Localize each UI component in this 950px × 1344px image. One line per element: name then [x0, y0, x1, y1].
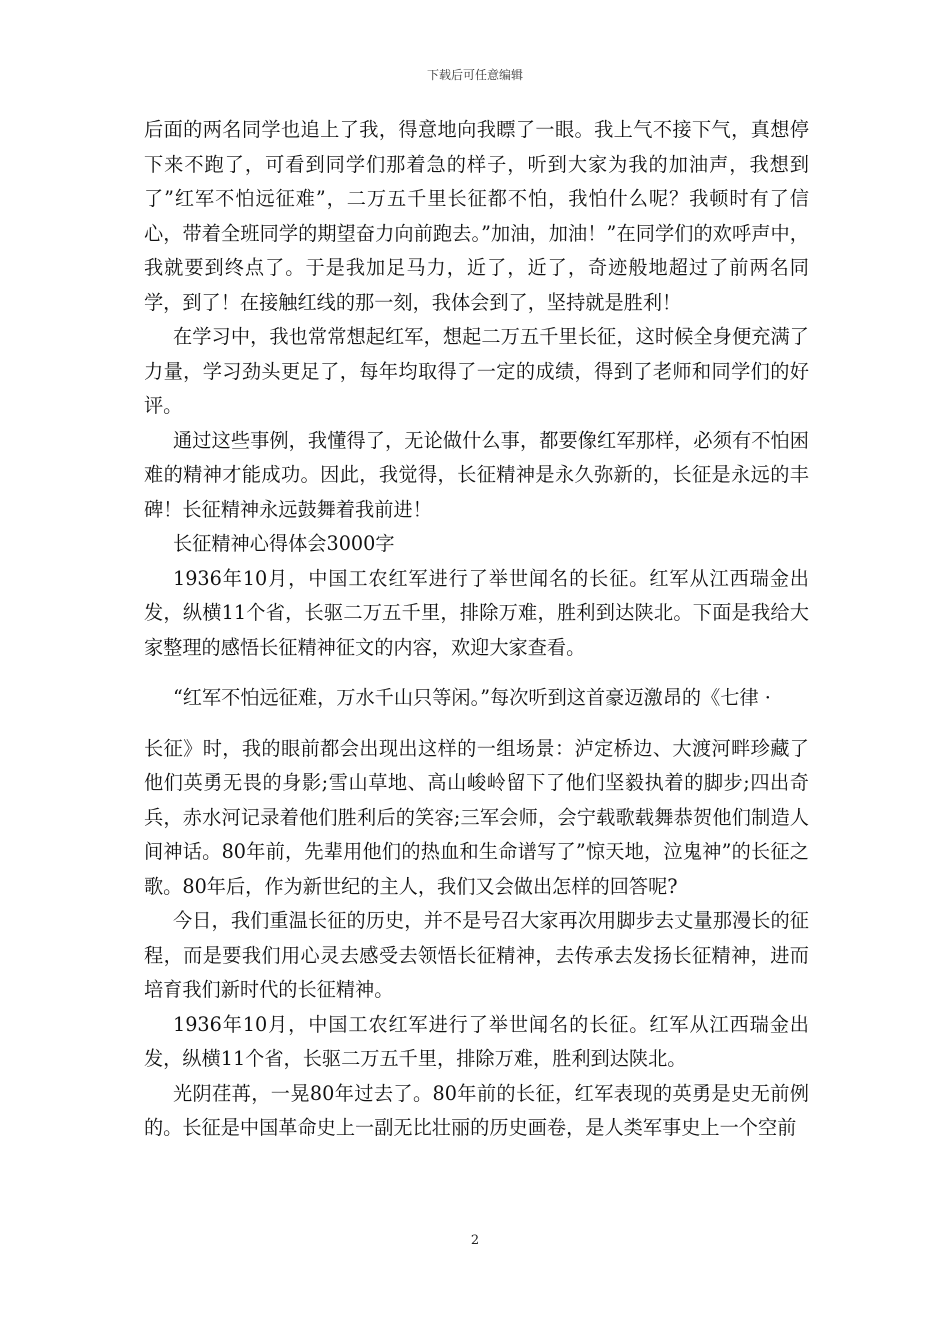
- page-header: 下载后可任意编辑: [426, 68, 523, 82]
- paragraph-history: 1936年10月，中国工农红军进行了举世闻名的长征。红军从江西瑞金出发，纵横11个省，长驱二万五千里，排除万难，胜利到达陕北。: [144, 1012, 809, 1070]
- paragraph-time-passes: 光阴荏苒，一晃80年过去了。80年前的长征，红军表现的英勇是史无前例的。长征是中国革命史上一副无比壮丽的历史画卷，是人类军事史上一个空前: [144, 1081, 809, 1139]
- paragraph-race-story: 后面的两名同学也追上了我，得意地向我瞟了一眼。我上气不接下气，真想停下来不跑了，可看到同学们那着急的样子，听到大家为我的加油声，我想到了”红军不怕远征难”，二万五千里长征都不怕，我怕什么呢？我顿时有了信心，带着全班同学的期望奋力向前跑去。”加油，加油！”在同学们的欢呼声中，我就要到终点了。于是我加足马力，近了，近了，奇迹般地超过了前两名同学，到了！在接触红线的那一刻，我体会到了，坚持就是胜利！: [144, 118, 809, 314]
- paragraph-poem-quote: “红军不怕远征难，万水千山只等闲。”每次听到这首豪迈激昂的《七律 ·: [173, 686, 771, 709]
- paragraph-intro: 1936年10月，中国工农红军进行了举世闻名的长征。红军从江西瑞金出发，纵横11个省，长驱二万五千里，排除万难，胜利到达陕北。下面是我给大家整理的感悟长征精神征文的内容，欢迎大家查看。: [144, 566, 809, 659]
- paragraph-study: 在学习中，我也常常想起红军，想起二万五千里长征，这时候全身便充满了力量，学习劲头更足了，每年均取得了一定的成绩，得到了老师和同学们的好评。: [144, 325, 809, 417]
- document-body: [144, 113, 809, 1146]
- paragraph-scenes: 长征》时，我的眼前都会出现出这样的一组场景：泸定桥边、大渡河畔珍藏了他们英勇无畏的身影;雪山草地、高山峻岭留下了他们坚毅执着的脚步;四出奇兵，赤水河记录着他们胜利后的笑容;三军会师，会宁载歌载舞恭贺他们制造人间神话。80年前，先辈用他们的热血和生命谱写了”惊天地，泣鬼神”的长征之歌。80年后，作为新世纪的主人，我们又会做出怎样的回答呢?: [144, 736, 809, 898]
- section-title: 长征精神心得体会3000字: [173, 532, 395, 555]
- paragraph-lessons: 通过这些事例，我懂得了，无论做什么事，都要像红军那样，必须有不怕困难的精神才能成功。因此，我觉得，长征精神是永久弥新的，长征是永远的丰碑！长征精神永远鼓舞着我前进！: [144, 428, 809, 521]
- page-number: 2: [470, 1233, 480, 1248]
- paragraph-today: 今日，我们重温长征的历史，并不是号召大家再次用脚步去丈量那漫长的征程，而是要我们用心灵去感受去领悟长征精神，去传承去发扬长征精神，进而培育我们新时代的长征精神。: [144, 909, 809, 1001]
